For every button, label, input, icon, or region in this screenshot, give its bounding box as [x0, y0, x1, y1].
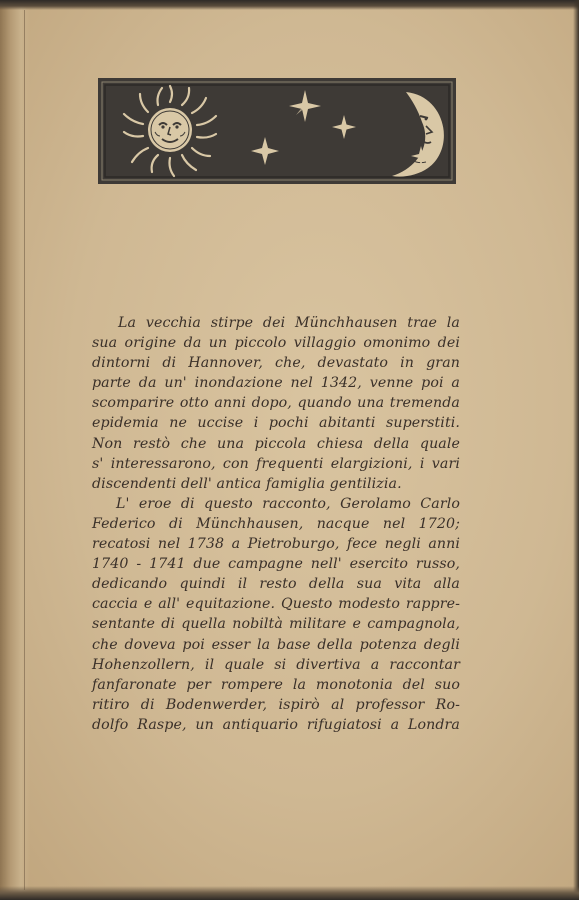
book-spine-shadow [0, 0, 30, 900]
text-line: dintorni di Hannover, che, devastato in gran [92, 355, 460, 372]
paragraph-1 [92, 313, 460, 494]
text-line: fanfaronate per rompere la monotonia del suo [92, 676, 460, 693]
text-line: Federico di Münchhausen, nacque nel 1720; [92, 515, 460, 532]
text-line: discendenti dell' antica famiglia gentilizia. [92, 475, 402, 492]
text-line: La vecchia stirpe dei Münchhausen trae la [118, 315, 460, 331]
page-top-edge [0, 0, 579, 10]
text-line: parte da un' inondazione nel 1342, venne poi a [92, 375, 460, 392]
text-line: dolfo Raspe, un antiquario rifugiatosi a Londra [92, 716, 460, 733]
page-right-edge [573, 0, 579, 900]
body-text [92, 313, 460, 735]
text-line: recatosi nel 1738 a Pietroburgo, fece negli anni [92, 536, 460, 553]
text-line: ritiro di Bodenwerder, ispirò al professor Ro- [92, 696, 460, 713]
text-line: caccia e all' equitazione. Questo modesto rappre- [92, 596, 460, 613]
text-line: Hohenzollern, il quale si divertiva a raccontar [92, 656, 460, 673]
text-line: scomparire otto anni dopo, quando una tremenda [92, 395, 460, 412]
text-line: sua origine da un piccolo villaggio omonimo dei [92, 335, 460, 352]
text-line: s' interessarono, con frequenti elargizioni, i vari [92, 455, 460, 472]
text-line: sentante di quella nobiltà militare e campagnola, [92, 616, 460, 633]
page-bottom-edge [0, 886, 579, 900]
gutter-line [24, 10, 25, 890]
text-line: 1740 - 1741 due campagne nell' esercito russo, [92, 556, 460, 573]
text-line: dedicando quindi il resto della sua vita alla [92, 576, 460, 593]
text-line: epidemia ne uccise i pochi abitanti superstiti. [92, 415, 460, 432]
woodcut-vignette [98, 78, 456, 184]
text-line: L' eroe di questo racconto, Gerolamo Carlo [116, 495, 460, 512]
text-line: che doveva poi esser la base della potenza degli [92, 636, 460, 653]
text-line: Non restò che una piccola chiesa della quale [92, 435, 460, 452]
paragraph-2 [92, 494, 460, 735]
